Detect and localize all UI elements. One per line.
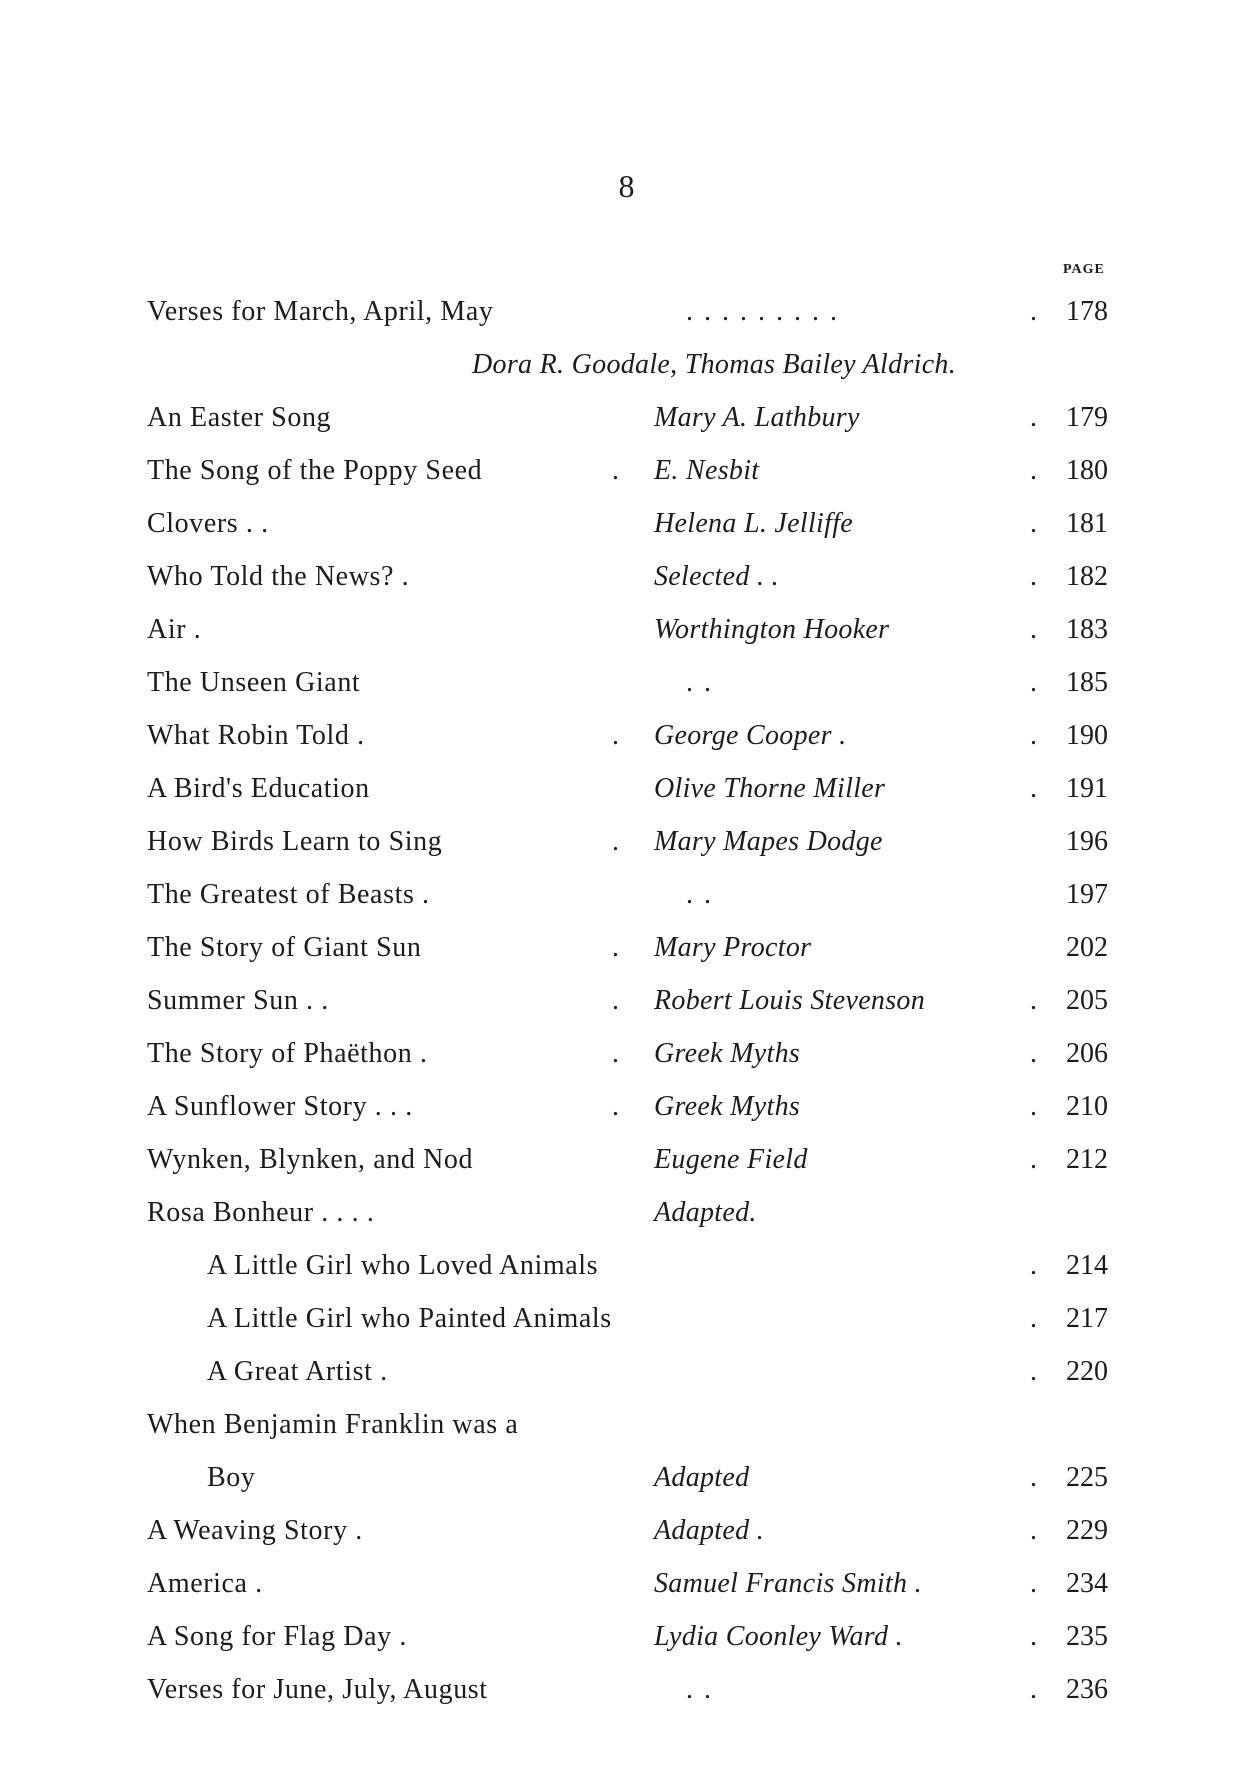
toc-entry xyxy=(0,1080,1259,1133)
toc-entry-page: 190 xyxy=(1066,720,1108,751)
toc-entry xyxy=(0,603,1259,656)
toc-entry-page: 234 xyxy=(1066,1568,1108,1599)
toc-entry-title: Summer Sun . . xyxy=(147,985,329,1016)
toc-entry-page: 179 xyxy=(1066,402,1108,433)
leader-dot: . xyxy=(1030,1144,1037,1175)
toc-entry xyxy=(0,444,1259,497)
toc-entry-title: Clovers . . xyxy=(147,508,269,539)
toc-entry-title: An Easter Song xyxy=(147,402,332,433)
toc-entry-author: Greek Myths xyxy=(654,1091,801,1122)
toc-entry-title: A Sunflower Story . . . xyxy=(147,1091,413,1122)
toc-entry-page: 210 xyxy=(1066,1091,1108,1122)
toc-entry-page: 214 xyxy=(1066,1250,1108,1281)
toc-entry-page: 182 xyxy=(1066,561,1108,592)
leader-dot: . xyxy=(1030,1303,1037,1334)
toc-entry-title: Verses for March, April, May xyxy=(147,296,494,327)
leader-dot: . xyxy=(1030,561,1037,592)
toc-entry xyxy=(0,1663,1259,1716)
toc-entry-page: 225 xyxy=(1066,1462,1108,1493)
toc-entry xyxy=(0,974,1259,1027)
leader-dot: . xyxy=(612,455,619,486)
toc-entry-page: 202 xyxy=(1066,932,1108,963)
toc-entry-author: Selected . . xyxy=(654,561,779,592)
leader-dot: . xyxy=(612,826,619,857)
leader-dots: . . xyxy=(686,667,713,698)
toc-entry xyxy=(0,762,1259,815)
toc-entry-title: Rosa Bonheur . . . . xyxy=(147,1197,375,1228)
toc-entry-author: Samuel Francis Smith . xyxy=(654,1568,922,1599)
toc-entry-author: Adapted . xyxy=(654,1515,765,1546)
leader-dot: . xyxy=(1030,1568,1037,1599)
toc-entry-author: Helena L. Jelliffe xyxy=(654,508,854,539)
leader-dot: . xyxy=(1030,1091,1037,1122)
toc-entry-page: 180 xyxy=(1066,455,1108,486)
leader-dot: . xyxy=(1030,1674,1037,1705)
toc-entry-title: Who Told the News? . xyxy=(147,561,410,592)
toc-entry-title: Boy xyxy=(207,1462,256,1493)
toc-entry-page: 235 xyxy=(1066,1621,1108,1652)
toc-entry xyxy=(0,656,1259,709)
leader-dot: . xyxy=(1030,508,1037,539)
toc-entry-title: Air . xyxy=(147,614,202,645)
leader-dot: . xyxy=(1030,1621,1037,1652)
toc-entry-author: Mary A. Lathbury xyxy=(654,402,860,433)
toc-entry xyxy=(0,391,1259,444)
toc-entry-title: A Bird's Education xyxy=(147,773,370,804)
toc-entry-page: 220 xyxy=(1066,1356,1108,1387)
toc-entry-author: Eugene Field xyxy=(654,1144,808,1175)
toc-entry-title: What Robin Told . xyxy=(147,720,365,751)
toc-entry xyxy=(0,1292,1259,1345)
toc-entry xyxy=(0,497,1259,550)
toc-entry-title: Verses for June, July, August xyxy=(147,1674,488,1705)
page-number: 8 xyxy=(618,168,635,204)
toc-entry-author: Adapted. xyxy=(654,1197,757,1228)
toc-entry xyxy=(0,1186,1259,1239)
page-column-label: PAGE xyxy=(1063,262,1105,277)
toc-entry-author: Olive Thorne Miller xyxy=(654,773,886,804)
leader-dot: . xyxy=(1030,296,1037,327)
toc-entry xyxy=(0,1610,1259,1663)
table-of-contents xyxy=(0,285,1259,1716)
toc-entry xyxy=(0,868,1259,921)
toc-entry-page: 217 xyxy=(1066,1303,1108,1334)
leader-dot: . xyxy=(612,1091,619,1122)
toc-entry-page: 229 xyxy=(1066,1515,1108,1546)
toc-entry-author: Dora R. Goodale, Thomas Bailey Aldrich. xyxy=(472,349,957,380)
toc-entry xyxy=(0,921,1259,974)
toc-entry-title: America . xyxy=(147,1568,263,1599)
toc-entry-title: How Birds Learn to Sing xyxy=(147,826,443,857)
leader-dot: . xyxy=(1030,614,1037,645)
toc-entry-author: Mary Proctor xyxy=(654,932,812,963)
toc-entry-author: Adapted xyxy=(654,1462,750,1493)
leader-dot: . xyxy=(1030,402,1037,433)
toc-entry-title: Wynken, Blynken, and Nod xyxy=(147,1144,474,1175)
toc-entry-page: 191 xyxy=(1066,773,1108,804)
toc-entry-page: 185 xyxy=(1066,667,1108,698)
toc-entry-title: The Unseen Giant xyxy=(147,667,361,698)
toc-entry-page: 196 xyxy=(1066,826,1108,857)
toc-entry-page: 236 xyxy=(1066,1674,1108,1705)
leader-dot: . xyxy=(612,932,619,963)
toc-entry-page: 206 xyxy=(1066,1038,1108,1069)
leader-dot: . xyxy=(612,985,619,1016)
toc-entry-author: Mary Mapes Dodge xyxy=(654,826,883,857)
toc-entry-author: George Cooper . xyxy=(654,720,847,751)
toc-entry xyxy=(0,1504,1259,1557)
toc-entry-title: A Great Artist . xyxy=(207,1356,388,1387)
toc-entry-author: Worthington Hooker xyxy=(654,614,890,645)
leader-dots: . . xyxy=(686,879,713,910)
leader-dot: . xyxy=(1030,720,1037,751)
toc-entry-title: The Story of Giant Sun xyxy=(147,932,422,963)
leader-dot: . xyxy=(612,1038,619,1069)
toc-entry-author: E. Nesbit xyxy=(654,455,760,486)
toc-entry-author: Greek Myths xyxy=(654,1038,801,1069)
leader-dot: . xyxy=(1030,985,1037,1016)
toc-entry xyxy=(0,338,1259,391)
toc-entry xyxy=(0,1345,1259,1398)
toc-entry xyxy=(0,1398,1259,1451)
toc-entry-author: Lydia Coonley Ward . xyxy=(654,1621,903,1652)
toc-entry-title: When Benjamin Franklin was a xyxy=(147,1409,519,1440)
toc-entry-title: A Little Girl who Loved Animals xyxy=(207,1250,599,1281)
toc-entry-page: 181 xyxy=(1066,508,1108,539)
toc-entry-page: 205 xyxy=(1066,985,1108,1016)
toc-entry-page: 212 xyxy=(1066,1144,1108,1175)
leader-dot: . xyxy=(1030,667,1037,698)
toc-entry-title: A Song for Flag Day . xyxy=(147,1621,407,1652)
toc-entry xyxy=(0,1239,1259,1292)
toc-entry-title: The Story of Phaëthon . xyxy=(147,1038,428,1069)
toc-entry-page: 178 xyxy=(1066,296,1108,327)
toc-entry xyxy=(0,1027,1259,1080)
leader-dot: . xyxy=(1030,1038,1037,1069)
toc-entry xyxy=(0,709,1259,762)
leader-dots: . . xyxy=(686,1674,713,1705)
toc-entry-title: The Greatest of Beasts . xyxy=(147,879,430,910)
toc-entry-title: The Song of the Poppy Seed xyxy=(147,455,483,486)
toc-entry-title: A Weaving Story . xyxy=(147,1515,363,1546)
toc-entry xyxy=(0,285,1259,338)
leader-dot: . xyxy=(1030,1356,1037,1387)
toc-entry xyxy=(0,815,1259,868)
toc-entry xyxy=(0,550,1259,603)
toc-entry-author: Robert Louis Stevenson xyxy=(654,985,926,1016)
toc-entry-page: 197 xyxy=(1066,879,1108,910)
leader-dot: . xyxy=(1030,1250,1037,1281)
toc-entry-title: A Little Girl who Painted Animals xyxy=(207,1303,612,1334)
toc-entry-page: 183 xyxy=(1066,614,1108,645)
leader-dot: . xyxy=(1030,773,1037,804)
leader-dot: . xyxy=(1030,1462,1037,1493)
toc-entry xyxy=(0,1557,1259,1610)
leader-dot: . xyxy=(1030,455,1037,486)
toc-entry xyxy=(0,1133,1259,1186)
leader-dot: . xyxy=(1030,1515,1037,1546)
leader-dot: . xyxy=(612,720,619,751)
leader-dots: . . . . . . . . . xyxy=(686,296,839,327)
toc-entry xyxy=(0,1451,1259,1504)
